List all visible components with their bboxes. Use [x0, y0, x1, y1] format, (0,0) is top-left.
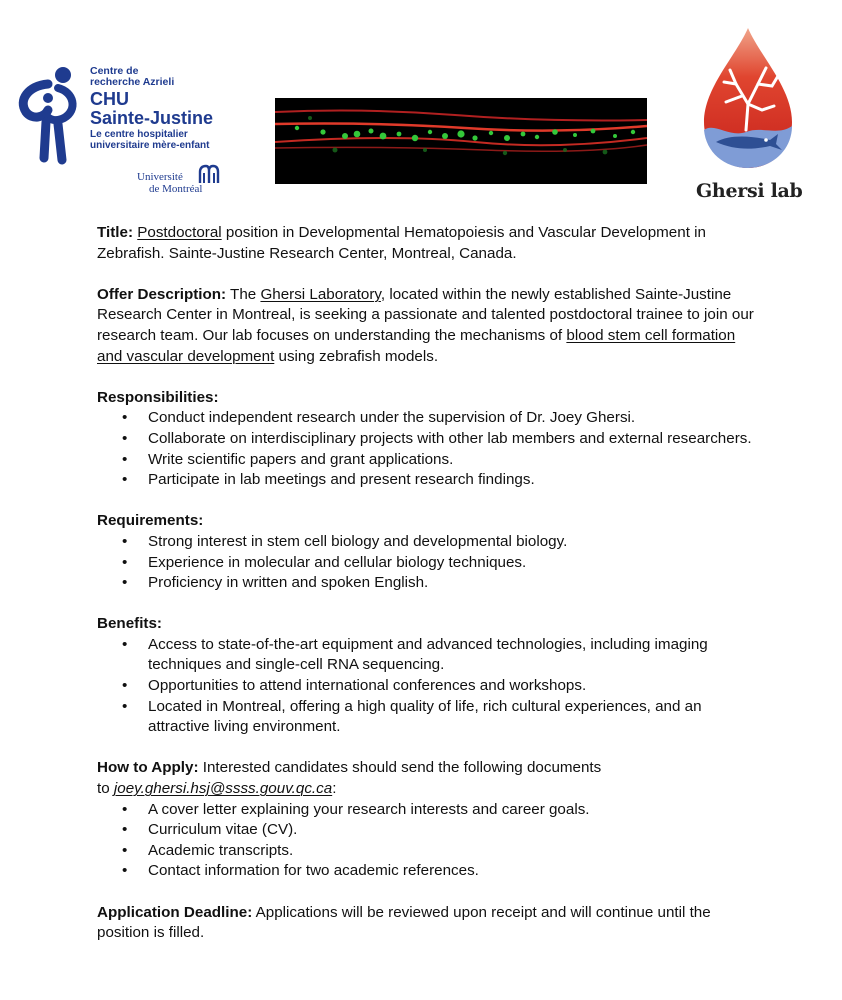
chu-sainte-justine-logo — [18, 66, 228, 196]
microscopy-image — [275, 98, 647, 184]
apply-to: to — [97, 780, 114, 798]
list-item: • Experience in molecular and cellular biology techniques. — [97, 553, 757, 574]
list-item: • Curriculum vitae (CV). — [97, 820, 757, 841]
offer-label: Offer Description: — [97, 285, 227, 303]
blood-drop-icon — [696, 26, 804, 176]
logo-line: universitaire mère-enfant — [90, 140, 210, 151]
logo-line: Centre de — [90, 65, 139, 77]
udem-building-icon — [198, 163, 220, 185]
offer-text: The — [226, 285, 261, 303]
apply-email-line — [97, 779, 757, 800]
list-item: • A cover letter explaining your research interests and career goals. — [97, 800, 757, 821]
title-paragraph — [97, 223, 757, 264]
list-item: • Strong interest in stem cell biology and developmental biology. — [97, 532, 757, 553]
offer-paragraph — [97, 285, 757, 367]
apply-paragraph — [97, 758, 757, 779]
apply-text: Interested candidates should send the following documents — [198, 759, 602, 777]
ghersi-laboratory-link[interactable]: Ghersi Laboratory — [260, 285, 381, 303]
list-item: • Proficiency in written and spoken English. — [97, 573, 757, 594]
university-line: de Montréal — [149, 183, 203, 195]
list-item: • Access to state-of-the-art equipment and advanced technologies, including imaging techniques and single-cell RNA sequencing. — [97, 635, 757, 676]
list-item: • Collaborate on interdisciplinary projects with other lab members and external researchers. — [97, 429, 757, 450]
list-item: • Write scientific papers and grant applications. — [97, 450, 757, 471]
list-item: • Contact information for two academic references. — [97, 861, 757, 882]
university-line: Université — [137, 171, 183, 183]
family-icon — [18, 66, 82, 166]
list-item: • Opportunities to attend international conferences and workshops. — [97, 676, 757, 697]
universite-de-montreal-logo — [137, 163, 237, 195]
logo-line: recherche Azrieli — [90, 76, 175, 88]
offer-text: , located within the newly established Sainte-Justine Research Center in Montreal, is seeking a passionate and talented postdoctoral trainee to join our research team. Our lab focuses on understanding the mechanisms of — [97, 285, 754, 344]
ghersi-lab-logo — [696, 26, 804, 206]
email-link[interactable]: joey.ghersi.hsj@ssss.gouv.qc.ca — [113, 780, 333, 798]
offer-text: using zebrafish models. — [274, 347, 439, 365]
list-item: • Academic transcripts. — [97, 841, 757, 862]
list-item: • Participate in lab meetings and present research findings. — [97, 470, 757, 491]
list-item: • Located in Montreal, offering a high quality of life, rich cultural experiences, and an attractive living environment. — [97, 697, 757, 738]
logo-line: CHU — [90, 89, 129, 109]
research-focus-link[interactable]: blood stem cell formation and vascular development — [97, 326, 736, 365]
responsibilities-list — [97, 408, 757, 490]
title-text: position in Developmental Hematopoiesis and Vascular Development in Zebrafish. Sainte-Justine Research Center, Montreal, Canada. — [97, 224, 706, 262]
logo-line: Le centre hospitalier — [90, 129, 188, 140]
list-item: • Conduct independent research under the supervision of Dr. Joey Ghersi. — [97, 408, 757, 429]
logo-line: Sainte-Justine — [90, 108, 214, 128]
benefits-heading: Benefits: — [97, 615, 162, 633]
deadline-label: Application Deadline: — [97, 903, 253, 921]
deadline-paragraph — [97, 903, 757, 944]
apply-documents-list — [97, 800, 757, 882]
postdoctoral-link[interactable]: Postdoctoral — [137, 224, 222, 241]
apply-label: How to Apply: — [97, 759, 199, 777]
title-label: Title: — [97, 224, 134, 241]
deadline-text: Applications will be reviewed upon receipt and will continue until the position is filled. — [97, 903, 711, 942]
job-posting — [97, 223, 757, 944]
responsibilities-heading: Responsibilities: — [97, 388, 219, 406]
requirements-heading: Requirements: — [97, 512, 204, 530]
benefits-list — [97, 635, 757, 738]
apply-colon: : — [332, 780, 337, 798]
requirements-list — [97, 532, 757, 594]
lab-name: Ghersi lab — [696, 180, 803, 202]
